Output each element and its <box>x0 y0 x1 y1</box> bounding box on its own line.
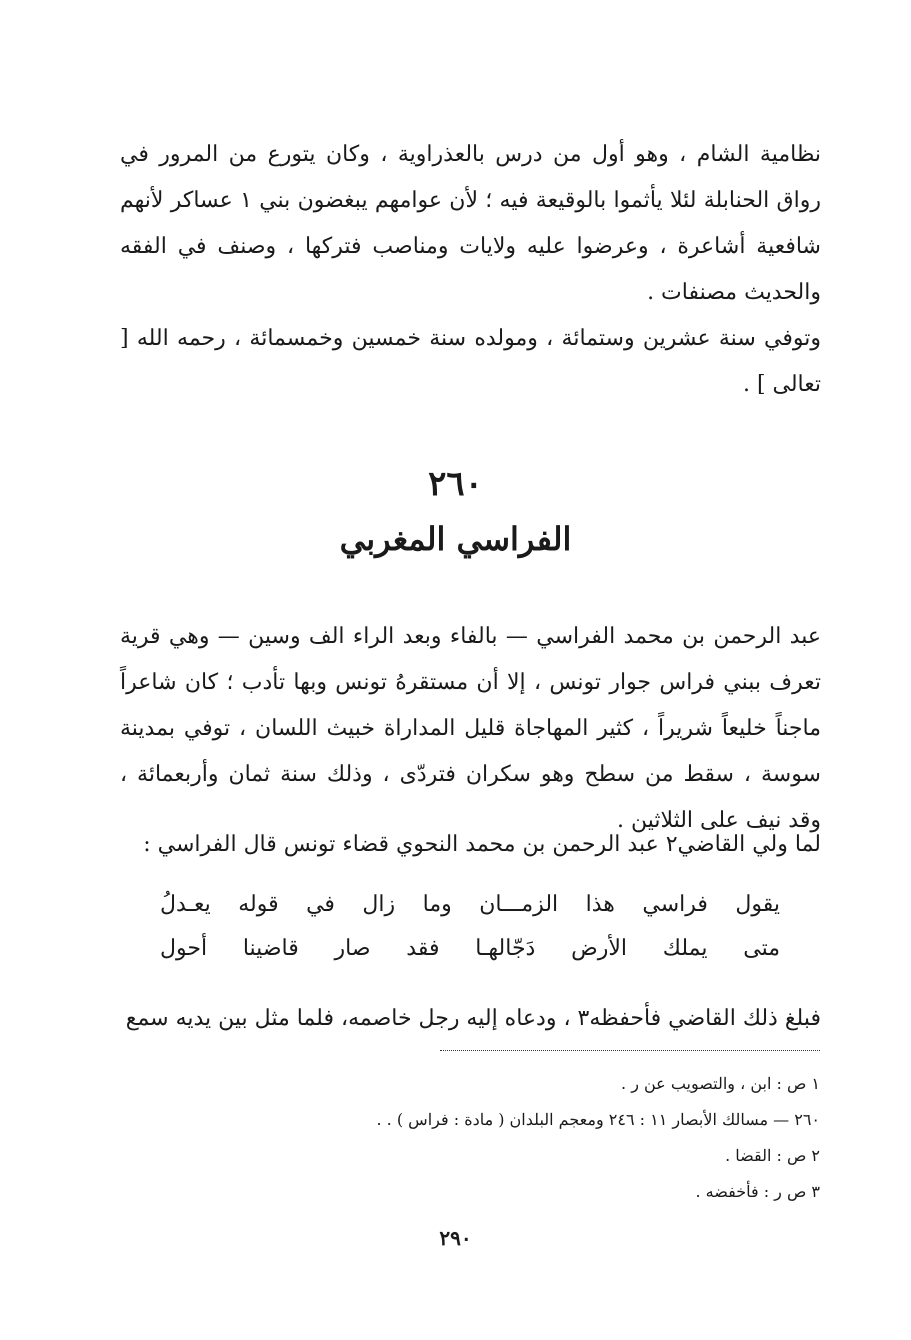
paragraph-bio-intro: عبد الرحمن بن محمد الفراسي — بالفاء وبعد الراء الف وسين — وهي قرية تعرف ببني فراس جوار تونس ، إلا أن مستقرهُ تونس وبها تأدب ؛ كان شاعراً ماجناً خليعاً شريراً ، كثير المهاجاة قليل المداراة خبيث اللسان ، توفي بمدينة سوسة ، سقط من سطح وهو سكران فتردّى ، وذلك سنة ثمان وأربعمائة ، وقد نيف على الثلاثين . <box>120 624 821 833</box>
footnote: ٢٦٠ — مسالك الأبصار ١١ : ٢٤٦ ومعجم البلدان ( مادة : فراس ) . . <box>376 1110 820 1129</box>
verse-line: يقول فراسي هذا الزمـــان وما زال في قوله يعـدلُ <box>160 892 780 917</box>
footnote: ١ ص : ابن ، والتصويب عن ر . <box>621 1074 820 1093</box>
footnote: ٢ ص : القضا . <box>725 1146 820 1165</box>
footnotes-list <box>120 1066 820 1210</box>
footnote-divider <box>440 1050 820 1051</box>
paragraph-previous-bio: نظامية الشام ، وهو أول من درس بالعذراوية ، وكان يتورع من المرور في رواق الحنابلة لئلا يأثموا بالوقيعة فيه ؛ لأن عوامهم يبغضون بني ١ عساكر لأنهم شافعية أشاعرة ، وعرضوا عليه ولايات ومناصب فتركها ، وصنف في الفقه والحديث مصنفات . <box>120 142 821 305</box>
footnote: ٣ ص ر : فأخفضه . <box>695 1182 820 1201</box>
biography-number: ٢٦٠ <box>428 464 483 504</box>
page-number: ٢٩٠ <box>439 1226 472 1250</box>
biography-title: الفراسي المغربي <box>339 520 572 558</box>
paragraph-death-date: وتوفي سنة عشرين وستمائة ، ومولده سنة خمسين وخمسمائة ، رحمه الله [ تعالى ] . <box>120 326 821 397</box>
verse-line: متى يملك الأرض دَجّالهـا فقد صار قاضينا أحول <box>160 936 780 961</box>
paragraph-continuation: فبلغ ذلك القاضي فأحفظه٣ ، ودعاه إليه رجل خاصمه، فلما مثل بين يديه سمع <box>125 1006 821 1031</box>
paragraph-poem-intro: لما ولي القاضي٢ عبد الرحمن بن محمد النحوي قضاء تونس قال الفراسي : <box>143 832 821 857</box>
